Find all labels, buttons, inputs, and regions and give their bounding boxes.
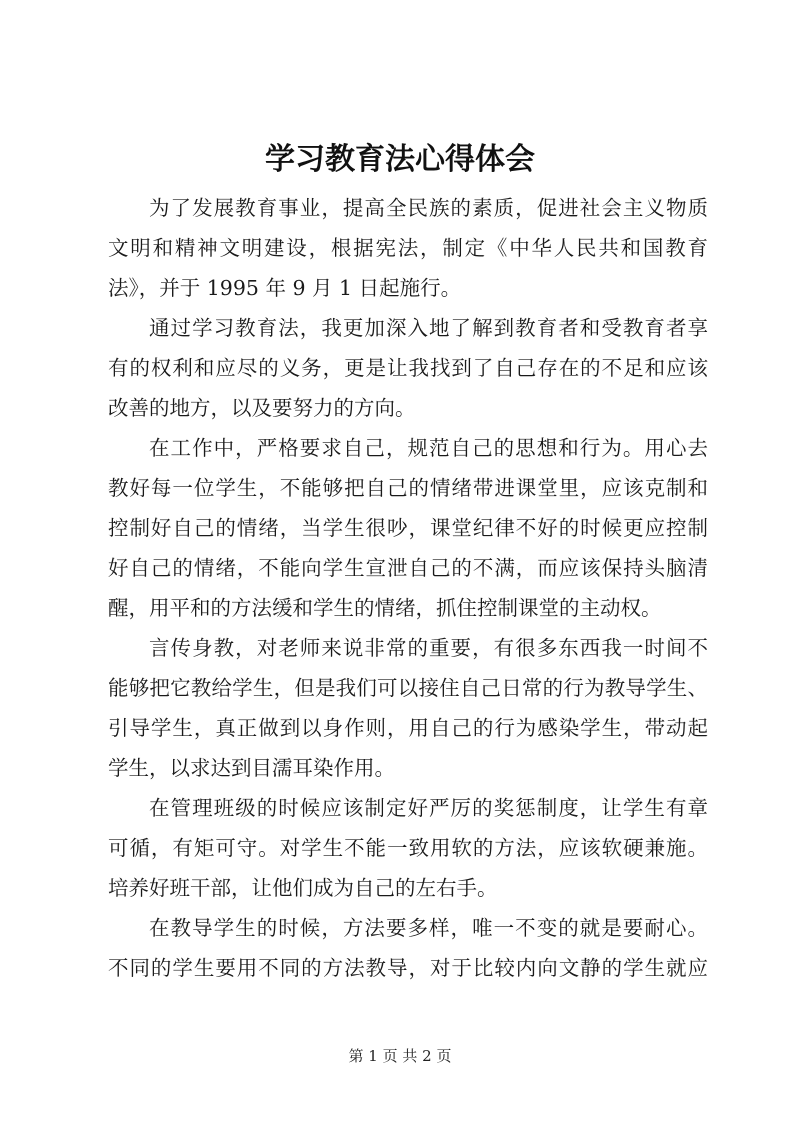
paragraph-4 <box>108 628 708 788</box>
page-footer: 第 1 页 共 2 页 <box>348 1047 452 1065</box>
text-line: 在教导学生的时候，方法要多样，唯一不变的就是要耐心。 <box>149 916 708 940</box>
text-line: 为了发展教育事业，提高全民族的素质，促进社会主义物质 <box>149 196 708 220</box>
text-line: 在管理班级的时候应该制定好严厉的奖惩制度，让学生有章 <box>149 796 708 820</box>
paragraph-2 <box>108 308 708 428</box>
text-line: 能够把它教给学生，但是我们可以接住自己日常的行为教导学生、 <box>108 676 708 700</box>
text-line: 可循，有矩可守。对学生不能一致用软的方法，应该软硬兼施。 <box>108 836 708 860</box>
text-line: 醒，用平和的方法缓和学生的情绪，抓住控制课堂的主动权。 <box>108 596 662 620</box>
paragraph-1 <box>108 188 708 308</box>
text-line: 教好每一位学生，不能够把自己的情绪带进课堂里，应该克制和 <box>108 476 708 500</box>
text-line: 引导学生，真正做到以身作则，用自己的行为感染学生，带动起 <box>108 716 708 740</box>
paragraph-3 <box>108 428 708 628</box>
document-title: 学习教育法心得体会 <box>265 142 535 177</box>
document-body <box>108 188 708 988</box>
text-line: 文明和精神文明建设，根据宪法，制定《中华人民共和国教育 <box>108 236 708 260</box>
text-line: 法》，并于 1995 年 9 月 1 日起施行。 <box>108 276 462 300</box>
text-line: 控制好自己的情绪，当学生很吵，课堂纪律不好的时候更应控制 <box>108 516 708 540</box>
text-line: 不同的学生要用不同的方法教导，对于比较内向文静的学生就应 <box>108 956 708 980</box>
text-line: 有的权利和应尽的义务，更是让我找到了自己存在的不足和应该 <box>108 356 708 380</box>
paragraph-6 <box>108 908 708 988</box>
text-line: 改善的地方，以及要努力的方向。 <box>108 396 416 420</box>
text-line: 好自己的情绪，不能向学生宣泄自己的不满，而应该保持头脑清 <box>108 556 708 580</box>
text-line: 学生，以求达到目濡耳染作用。 <box>108 756 395 780</box>
paragraph-5 <box>108 788 708 908</box>
text-line: 通过学习教育法，我更加深入地了解到教育者和受教育者享 <box>149 316 708 340</box>
text-line: 培养好班干部，让他们成为自己的左右手。 <box>108 876 498 900</box>
text-line: 言传身教，对老师来说非常的重要，有很多东西我一时间不 <box>149 636 708 660</box>
text-line: 在工作中，严格要求自己，规范自己的思想和行为。用心去 <box>149 436 708 460</box>
